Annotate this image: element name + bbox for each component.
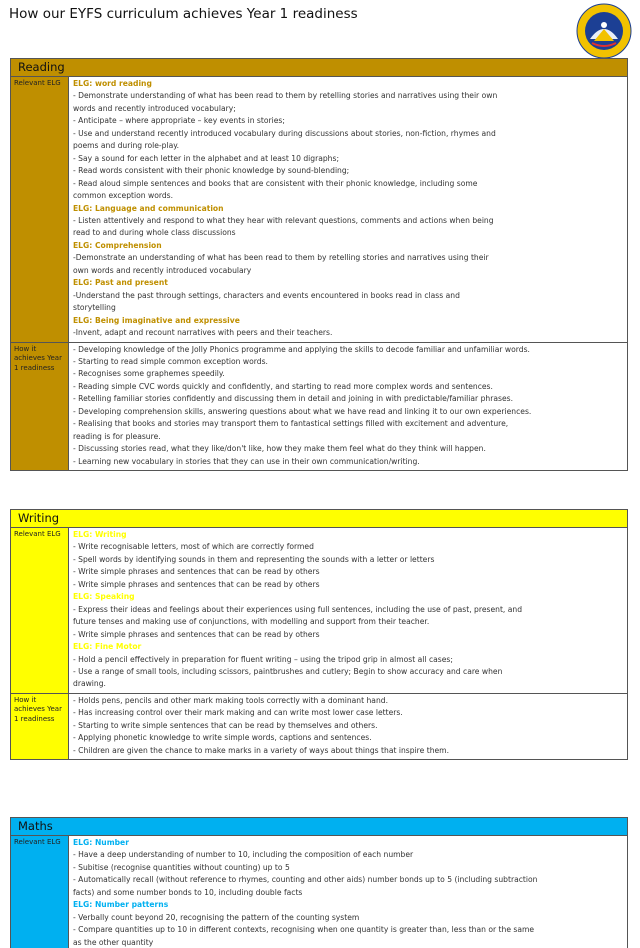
text-line: - Write recognisable letters, most of which are correctly formed <box>73 542 314 552</box>
elg-heading: ELG: Being imaginative and expressive <box>73 315 240 325</box>
elg-heading: ELG: Number <box>73 838 129 847</box>
text-line: - Write simple phrases and sentences that can be read by others <box>73 579 320 589</box>
elg-heading: ELG: Fine Motor <box>73 642 142 652</box>
text-line: own words and recently introduced vocabulary <box>73 265 252 275</box>
text-line: - Verbally count beyond 20, recognising the pattern of the counting system <box>73 912 360 922</box>
writing-y1-content <box>69 694 627 759</box>
text-line: read to and during whole class discussions <box>73 228 236 238</box>
text-line: - Subitise (recognise quantities without counting) up to 5 <box>73 862 290 872</box>
maths-elg-label: Relevant ELG <box>11 836 69 948</box>
text-line: - Developing knowledge of the Jolly Phonics programme and applying the skills to decode familiar and unfamiliar words. <box>73 344 530 354</box>
reading-y1-label: How it achieves Year 1 readiness <box>11 343 69 471</box>
reading-elg-content <box>69 77 627 342</box>
text-line: -Invent, adapt and recount narratives with peers and their teachers. <box>73 328 333 338</box>
text-line: - Learning new vocabulary in stories that they can use in their own communication/writing. <box>73 456 420 466</box>
text-line: - Retelling familiar stories confidently and discussing them in detail and joining in with predictable/familiar phrases. <box>73 394 513 404</box>
page-title: How our EYFS curriculum achieves Year 1 readiness <box>9 6 358 22</box>
text-line: - Say a sound for each letter in the alphabet and at least 10 digraphs; <box>73 153 340 163</box>
reading-y1-content <box>69 343 627 471</box>
writing-y1-label: How it achieves Year 1 readiness <box>11 694 69 759</box>
text-line: common exception words. <box>73 191 174 201</box>
reading-heading: Reading <box>11 59 627 77</box>
reading-elg-label: Relevant ELG <box>11 77 69 342</box>
text-line: - Read aloud simple sentences and books that are consistent with their phonic knowledge, including some <box>73 178 478 188</box>
text-line: reading is for pleasure. <box>73 431 161 441</box>
school-logo <box>576 3 632 59</box>
text-line: -Demonstrate an understanding of what has been read to them by retelling stories and narratives using their <box>73 253 489 263</box>
elg-heading: ELG: Comprehension <box>73 240 162 250</box>
reading-section <box>10 58 628 471</box>
text-line: - Listen attentively and respond to what they hear with relevant questions, comments and actions when being <box>73 215 494 225</box>
text-line: drawing. <box>73 679 106 689</box>
text-line: - Children are given the chance to make marks in a variety of ways about things that inspire them. <box>73 745 449 755</box>
text-line: - Recognises some graphemes speedily. <box>73 369 225 379</box>
text-line: - Use and understand recently introduced vocabulary during discussions about stories, non-fiction, rhymes and <box>73 128 496 138</box>
writing-heading: Writing <box>11 510 627 528</box>
text-line: - Applying phonetic knowledge to write simple words, captions and sentences. <box>73 733 372 743</box>
text-line: - Has increasing control over their mark making and can write most lower case letters. <box>73 708 403 718</box>
text-line: -Understand the past through settings, characters and events encountered in books read in class and <box>73 290 460 300</box>
writing-elg-row <box>11 528 627 694</box>
text-line: poems and during role-play. <box>73 141 180 151</box>
text-line: - Discussing stories read, what they like/don't like, how they make them feel what do they think will happen. <box>73 444 486 454</box>
maths-elg-row <box>11 836 627 948</box>
text-line: - Starting to write simple sentences that can be read by themselves and others. <box>73 720 378 730</box>
elg-heading: ELG: Language and communication <box>73 203 224 213</box>
maths-heading: Maths <box>11 818 627 836</box>
writing-elg-label: Relevant ELG <box>11 528 69 693</box>
text-line: - Reading simple CVC words quickly and confidently, and starting to read more complex words and sentences. <box>73 381 493 391</box>
text-line: - Realising that books and stories may transport them to fantastical settings filled with excitement and adventure, <box>73 419 509 429</box>
elg-heading: ELG: Writing <box>73 530 127 539</box>
reading-elg-row <box>11 77 627 343</box>
text-line: - Developing comprehension skills, answering questions about what we have read and linking it to our own experiences. <box>73 406 532 416</box>
reading-y1-row <box>11 343 627 471</box>
text-line: - Hold a pencil effectively in preparation for fluent writing – using the tripod grip in almost all cases; <box>73 654 453 664</box>
text-line: - Have a deep understanding of number to 10, including the composition of each number <box>73 850 414 860</box>
text-line: - Holds pens, pencils and other mark making tools correctly with a dominant hand. <box>73 695 389 705</box>
text-line: - Express their ideas and feelings about their experiences using full sentences, including the use of past, present, and <box>73 604 523 614</box>
text-line: future tenses and making use of conjunctions, with modelling and support from their teacher. <box>73 617 430 627</box>
writing-elg-content <box>69 528 627 693</box>
text-line: - Spell words by identifying sounds in them and representing the sounds with a letter or letters <box>73 554 435 564</box>
text-line: as the other quantity <box>73 937 154 947</box>
elg-heading: ELG: Number patterns <box>73 900 169 910</box>
text-line: storytelling <box>73 303 116 313</box>
text-line: - Automatically recall (without reference to rhymes, counting and other aids) number bonds up to 5 (including subtraction <box>73 875 538 885</box>
text-line: - Demonstrate understanding of what has been read to them by retelling stories and narratives using their own <box>73 91 498 101</box>
text-line: - Starting to read simple common exception words. <box>73 356 268 366</box>
text-line: words and recently introduced vocabulary; <box>73 103 236 113</box>
elg-heading: ELG: Past and present <box>73 278 168 288</box>
text-line: - Write simple phrases and sentences that can be read by others <box>73 567 320 577</box>
writing-y1-row <box>11 694 627 759</box>
text-line: - Use a range of small tools, including scissors, paintbrushes and cutlery; Begin to show accuracy and care when <box>73 666 503 676</box>
elg-heading: ELG: word reading <box>73 79 152 88</box>
text-line: - Anticipate – where appropriate – key events in stories; <box>73 116 285 126</box>
text-line: facts) and some number bonds to 10, including double facts <box>73 887 303 897</box>
text-line: - Compare quantities up to 10 in different contexts, recognising when one quantity is greater than, less than or the same <box>73 925 535 935</box>
writing-section <box>10 509 628 760</box>
maths-section <box>10 817 628 948</box>
text-line: - Write simple phrases and sentences that can be read by others <box>73 629 320 639</box>
text-line: - Read words consistent with their phonic knowledge by sound-blending; <box>73 166 350 176</box>
elg-heading: ELG: Speaking <box>73 592 135 602</box>
maths-elg-content <box>69 836 627 948</box>
